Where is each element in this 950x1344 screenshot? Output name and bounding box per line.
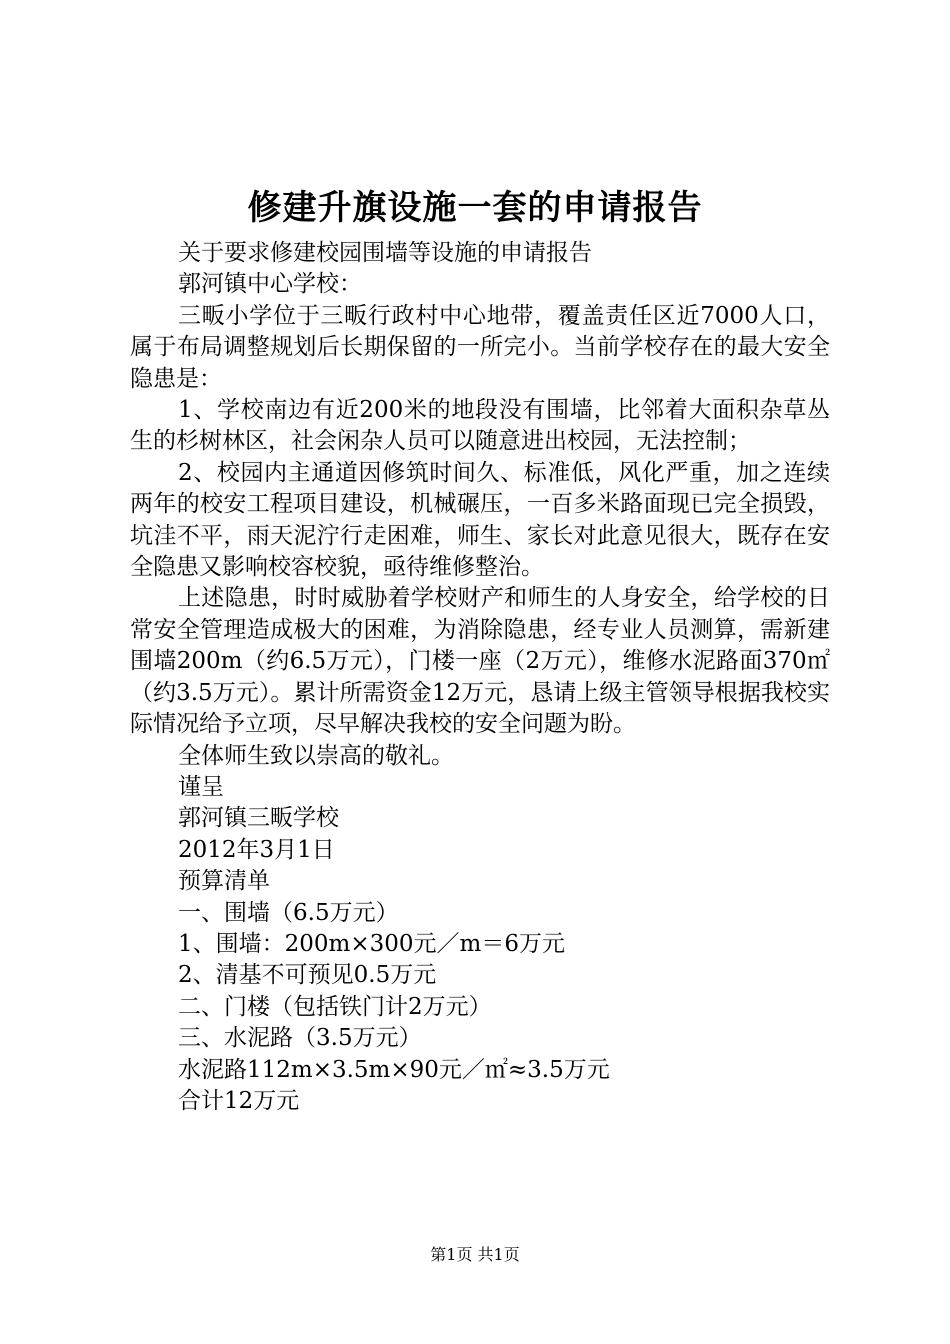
budget-line: 1、围墙：200m×300元／m＝6万元	[178, 930, 565, 957]
document-body	[130, 238, 830, 1117]
budget-line: 水泥路112m×3.5m×90元／㎡≈3.5万元	[178, 1056, 610, 1083]
paragraph-hazard-1: 1、学校南边有近200米的地段没有围墙，比邻着大面积杂草丛生的杉树林区，社会闲杂人员可以随意进出校园，无法控制；	[130, 397, 830, 455]
document-title: 修建升旗设施一套的申请报告	[247, 188, 703, 228]
date-line: 2012年3月1日	[178, 836, 335, 863]
respectfully-line: 谨呈	[178, 773, 224, 800]
budget-line: 一、围墙（6.5万元）	[178, 899, 399, 926]
closing-line: 全体师生致以崇高的敬礼。	[178, 742, 454, 769]
sender-line: 郭河镇三畈学校	[178, 805, 339, 832]
budget-line: 二、门楼（包括铁门计2万元）	[178, 993, 492, 1020]
budget-line: 三、水泥路（3.5万元）	[178, 1025, 422, 1052]
page-number-footer: 第1页 共1页	[430, 1245, 520, 1264]
budget-heading: 预算清单	[178, 868, 270, 895]
paragraph-request: 上述隐患，时时威胁着学校财产和师生的人身安全，给学校的日常安全管理造成极大的困难，为消除隐患，经专业人员测算，需新建围墙200m（约6.5万元），门楼一座（2万元），维修水泥路面370㎡（约3.5万元）。累计所需资金12万元，恳请上级主管领导根据我校实际情况给予立项，尽早解决我校的安全问题为盼。	[130, 585, 830, 738]
budget-line: 2、清基不可预见0.5万元	[178, 962, 437, 989]
budget-total-line: 合计12万元	[178, 1087, 300, 1114]
paragraph-hazard-2: 2、校园内主通道因修筑时间久、标准低，风化严重，加之连续两年的校安工程项目建设，机械碾压，一百多米路面现已完全损毁，坑洼不平，雨天泥泞行走困难，师生、家长对此意见很大，既存在安全隐患又影响校容校貌，亟待维修整治。	[130, 459, 830, 581]
paragraph-intro: 三畈小学位于三畈行政村中心地带，覆盖责任区近7000人口，属于布局调整规划后长期保留的一所完小。当前学校存在的最大安全隐患是：	[130, 302, 830, 392]
addressee-line: 郭河镇中心学校：	[178, 271, 362, 298]
subtitle-line: 关于要求修建校园围墙等设施的申请报告	[178, 240, 592, 266]
